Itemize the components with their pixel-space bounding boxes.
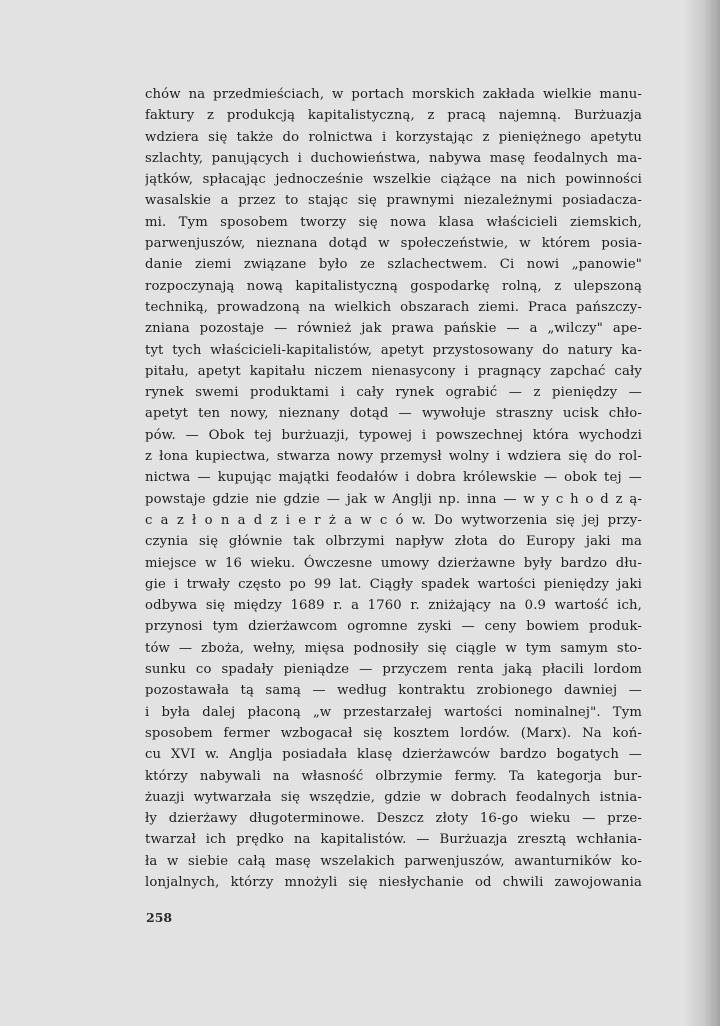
text-line: tów — zboża, wełny, mięsa podnosiły się ciągle w tym samym sto- [145, 640, 642, 656]
page-number: 258 [146, 910, 173, 925]
text-line: wdziera się także do rolnictwa i korzystając z pieniężnego apetytu [145, 129, 642, 145]
text-line: gie i trwały często po 99 lat. Ciągły spadek wartości pieniędzy jaki [145, 576, 642, 592]
text-line: pozostawała tą samą — według kontraktu zrobionego dawniej — [145, 683, 642, 699]
text-line: sposobem fermer wzbogacał się kosztem lordów. (Marx). Na koń- [145, 725, 642, 741]
text-line: i była dalej płaconą „w przestarzałej wartości nominalnej". Tym [145, 704, 642, 720]
text-line: żuazji wytwarzała się wszędzie, gdzie w dobrach feodalnych istnia- [145, 789, 642, 805]
text-line: którzy nabywali na własność olbrzymie fermy. Ta kategorja bur- [145, 768, 642, 784]
text-line: tyt tych właścicieli-kapitalistów, apetyt przystosowany do natury ka- [145, 342, 642, 358]
text-line: powstaje gdzie nie gdzie — jak w Anglji np. inna — w y c h o d z ą- [145, 491, 642, 507]
text-line: wasalskie a przez to stając się prawnymi niezależnymi posiadacza- [145, 193, 642, 209]
text-line: lonjalnych, którzy mnożyli się niesłychanie od chwili zawojowania [145, 874, 642, 890]
text-line: z łona kupiectwa, stwarza nowy przemysł wolny i wdziera się do rol- [145, 449, 642, 465]
text-line: ły dzierżawy długoterminowe. Deszcz złoty 16-go wieku — prze- [145, 811, 642, 827]
text-line: odbywa się między 1689 r. a 1760 r. zniżający na 0.9 wartość ich, [145, 598, 642, 614]
text-line: ła w siebie całą masę wszelakich parwenjuszów, awanturników ko- [145, 853, 642, 869]
text-line: czynia się głównie tak olbrzymi napływ złota do Europy jaki ma [145, 534, 642, 550]
text-line: danie ziemi związane było ze szlachectwem. Ci nowi „panowie" [145, 257, 642, 273]
text-line: chów na przedmieściach, w portach morskich zakłada wielkie manu- [145, 87, 642, 102]
text-line: pów. — Obok tej burżuazji, typowej i powszechnej która wychodzi [145, 427, 642, 443]
text-line: c a z ł o n a d z i e r ż a w c ó w. Do wytworzenia się jej przy- [145, 512, 642, 528]
text-line: mi. Tym sposobem tworzy się nowa klasa właścicieli ziemskich, [145, 214, 642, 230]
text-line: szlachty, panujących i duchowieństwa, nabywa masę feodalnych ma- [145, 150, 642, 166]
page-edge-shadow [682, 0, 720, 1026]
text-line: rynek swemi produktami i cały rynek ograbić — z pieniędzy — [145, 385, 642, 401]
text-line: zniana pozostaje — również jak prawa pańskie — a „wilczy" ape- [145, 321, 642, 337]
text-line: techniką, prowadzoną na wielkich obszarach ziemi. Praca pańszczy- [145, 299, 642, 315]
text-line: faktury z produkcją kapitalistyczną, z pracą najemną. Burżuazja [145, 108, 642, 124]
text-line: cu XVI w. Anglja posiadała klasę dzierżawców bardzo bogatych — [145, 747, 642, 763]
text-line: twarzał ich prędko na kapitalistów. — Burżuazja zresztą wchłania- [145, 832, 642, 848]
text-line: sunku co spadały pieniądze — przyczem renta jaką płacili lordom [145, 662, 642, 678]
text-line: miejsce w 16 wieku. Ówczesne umowy dzierżawne były bardzo dłu- [145, 555, 642, 571]
text-line: pitału, apetyt kapitału niczem nienasycony i pragnący zapchać cały [145, 363, 642, 379]
text-line: rozpoczynają nową kapitalistyczną gospodarkę rolną, z ulepszoną [145, 278, 642, 294]
page-body-text [145, 84, 642, 893]
text-line: apetyt ten nowy, nieznany dotąd — wywołuje straszny ucisk chło- [145, 406, 642, 422]
text-line: nictwa — kupując majątki feodałów i dobra królewskie — obok tej — [145, 470, 642, 486]
text-line: przynosi tym dzierżawcom ogromne zyski — ceny bowiem produk- [145, 619, 642, 635]
text-line: parwenjuszów, nieznana dotąd w społeczeństwie, w którem posia- [145, 236, 642, 252]
text-line: jątków, spłacając jednocześnie wszelkie ciążące na nich powinności [145, 172, 642, 188]
